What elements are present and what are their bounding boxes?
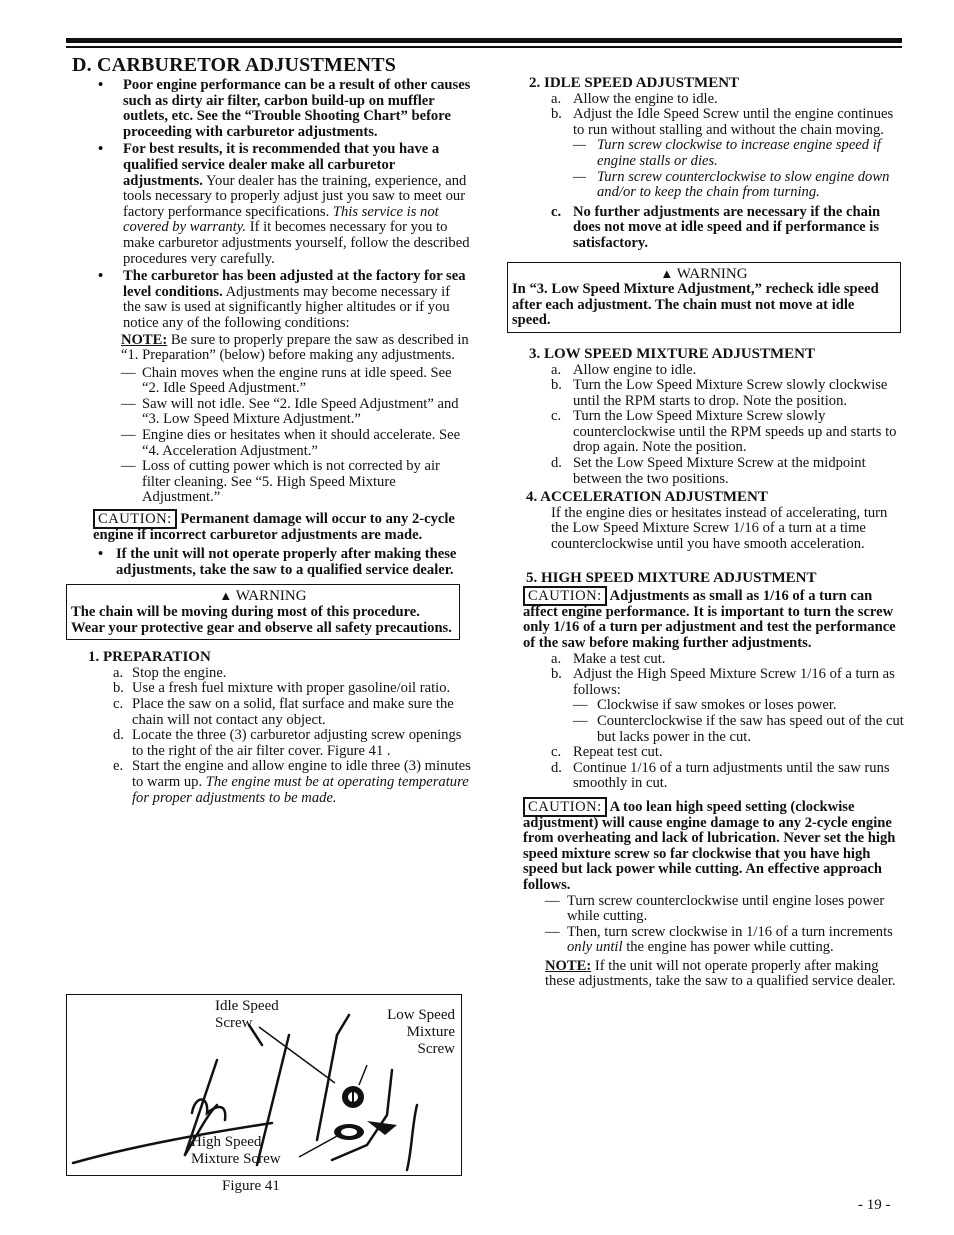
note-prepare <box>66 333 471 364</box>
item-text: Make a test cut. <box>573 650 666 667</box>
preparation-heading: 1. PREPARATION <box>88 649 211 666</box>
low-speed-heading: 3. LOW SPEED MIXTURE ADJUSTMENT <box>529 345 816 362</box>
saw-body-line <box>407 1105 417 1170</box>
figure-caption: Figure 41 <box>222 1178 280 1194</box>
saw-body-line <box>332 1070 392 1160</box>
saw-body-line <box>317 1035 337 1140</box>
item-key: e. <box>113 758 124 775</box>
item-text: Clockwise if saw smokes or loses power. <box>597 697 837 714</box>
bullet-icon: • <box>98 141 104 158</box>
item-text: Use a fresh fuel mixture with proper gasoline/oil ratio. <box>132 680 451 697</box>
bullet-icon: • <box>98 546 104 563</box>
idle-item <box>507 92 905 108</box>
high-item <box>507 761 905 792</box>
acceleration-heading: 4. ACCELERATION ADJUSTMENT <box>526 489 768 506</box>
item-text: Repeat test cut. <box>573 744 663 761</box>
bullet-text: Adjustments may become necessary if the saw is used at significantly higher altitudes or if you notice any of the following conditions: <box>123 283 451 331</box>
figure-41-diagram <box>66 994 462 1176</box>
bullet-icon: • <box>98 268 104 285</box>
item-text: No further adjustments are necessary if the chain does not move at idle speed and if performance is satisfactory. <box>573 203 881 251</box>
bullet-poor-performance <box>66 78 471 140</box>
high-speed-screw-icon <box>334 1121 397 1140</box>
item-text: Continue 1/16 of a turn adjustments until the saw runs smoothly in cut. <box>573 759 890 792</box>
warning-title-text: WARNING <box>235 588 307 605</box>
item-text: Stop the engine. <box>132 664 227 681</box>
condition-text: Loss of cutting power which is not corrected by air filter cleaning. See “5. High Speed Mixture Adjustment.” <box>142 458 440 506</box>
bullet-dealer-service <box>66 547 471 578</box>
caution-label: CAUTION: <box>523 797 607 817</box>
idle-speed-screw-label: Idle Speed Screw <box>215 998 279 1031</box>
prep-item <box>66 697 471 728</box>
idle-speed-heading: 2. IDLE SPEED ADJUSTMENT <box>529 75 740 91</box>
prep-item <box>66 759 471 806</box>
item-text: Allow the engine to idle. <box>573 90 718 107</box>
item-key: c. <box>113 695 124 712</box>
note-text: Be sure to properly prepare the saw as described in “1. Preparation” (below) before making any adjustments. <box>121 331 469 364</box>
idle-item <box>507 107 905 138</box>
high-dash-item: — Counterclockwise if the saw has speed out of the cut but lacks power in the cut. <box>573 712 904 745</box>
caution-permanent-damage <box>66 512 471 543</box>
caution-text: A too lean high speed setting (clockwise adjustment) will cause engine damage to any 2-cycle engine from overheating and lack of lubrication. Never set the high speed mixture screw so far clockwise that you have high speed but lack power while cutting. An effective approach follows. <box>523 798 896 893</box>
prep-item <box>66 666 471 682</box>
prep-item <box>66 681 471 697</box>
warning-title-text: WARNING <box>676 265 748 282</box>
condition-item: — Saw will not idle. See “2. Idle Speed Adjustment” and “3. Low Speed Mixture Adjustment.” <box>121 395 459 428</box>
item-text: Start the engine and allow engine to idle three (3) minutes to warm up. <box>132 758 471 790</box>
note-label: NOTE: <box>545 957 592 974</box>
low-leader-line <box>359 1065 367 1085</box>
caution-too-lean <box>507 800 905 894</box>
item-text: Allow engine to idle. <box>573 361 697 378</box>
note-qualified-dealer <box>507 959 905 990</box>
caution-label: CAUTION: <box>523 586 607 606</box>
item-text: Set the Low Speed Mixture Screw at the midpoint between the two positions. <box>573 455 866 487</box>
item-key: a. <box>113 664 124 681</box>
item-text: Counterclockwise if the saw has speed out of the cut but lacks power in the cut. <box>597 712 904 745</box>
item-text: Then, turn screw clockwise in 1/16 of a turn increments <box>567 923 893 940</box>
idle-item <box>507 205 905 252</box>
bullet-text: Your dealer has the training, experience, and tools necessary to properly adjust just you saw to meet our factory performance specifications. <box>123 172 467 220</box>
item-key: b. <box>551 377 562 394</box>
bullet-bold-text: The carburetor has been adjusted at the factory for sea level conditions. <box>123 268 466 300</box>
high-item <box>507 652 905 668</box>
note-label: NOTE: <box>121 331 168 348</box>
caution-text: Permanent damage will occur to any 2-cycle engine if incorrect carburetor adjustments are made. <box>93 511 455 543</box>
item-key: a. <box>551 361 562 378</box>
right-column <box>507 76 905 990</box>
warranty-note: This service is not covered by warranty. <box>123 203 439 236</box>
item-key: c. <box>551 744 562 761</box>
warning-text: The chain will be moving during most of this procedure. Wear your protective gear and observe all safety precautions. <box>71 604 452 636</box>
condition-item: — Loss of cutting power which is not corrected by air filter cleaning. See “5. High Speed Mixture Adjustment.” <box>121 458 440 506</box>
top-rule-thick <box>66 38 902 43</box>
item-key: d. <box>551 455 562 472</box>
item-italic-text: Turn screw counterclockwise to slow engine down and/or to keep the chain from turning. <box>597 168 890 201</box>
item-key: a. <box>551 90 562 107</box>
warning-title <box>71 588 455 605</box>
caution-adjustments-small <box>507 589 905 651</box>
item-italic-text: The engine must be at operating temperature for proper adjustments to be made. <box>132 773 469 806</box>
bullet-dealer <box>66 142 471 267</box>
note-text: If the unit will not operate properly after making these adjustments, take the saw to a qualified service dealer. <box>545 957 896 990</box>
item-italic-text: Turn screw clockwise to increase engine speed if engine stalls or dies. <box>597 137 881 169</box>
item-key: c. <box>551 203 562 220</box>
high-speed-heading: 5. HIGH SPEED MIXTURE ADJUSTMENT <box>526 569 817 586</box>
left-column <box>66 54 471 806</box>
page-number: - 19 - <box>858 1197 891 1213</box>
item-text: Turn screw counterclockwise until engine loses power while cutting. <box>567 892 885 925</box>
item-italic-text: only until <box>567 939 623 956</box>
item-text: Place the saw on a solid, flat surface and make sure the chain will not contact any object. <box>132 695 454 728</box>
approach-dash-item: — Turn screw counterclockwise until engine loses power while cutting. <box>545 892 885 925</box>
caution-label: CAUTION: <box>93 509 177 529</box>
warning-title <box>512 266 896 283</box>
warning-text: In “3. Low Speed Mixture Adjustment,” recheck idle speed after each adjustment. The chain must not move at idle speed. <box>512 281 879 329</box>
bullet-sea-level <box>66 269 471 331</box>
item-text: the engine has power while cutting. <box>622 939 834 956</box>
warning-box-chain-moving <box>66 584 460 640</box>
high-item <box>507 745 905 761</box>
high-speed-mixture-screw-label: High Speed Mixture Screw <box>191 1134 281 1167</box>
bullet-text: If the unit will not operate properly after making these adjustments, take the saw to a qualified service dealer. <box>116 546 457 578</box>
low-item <box>507 378 905 409</box>
section-title: D. CARBURETOR ADJUSTMENTS <box>72 54 397 76</box>
item-key: b. <box>551 666 562 683</box>
idle-dash-item: — Turn screw counterclockwise to slow engine down and/or to keep the chain from turning. <box>573 168 890 201</box>
bullet-bold-text: For best results, it is recommended that you have a qualified service dealer make all carburetor adjustments. <box>123 141 440 189</box>
warning-triangle-icon: ▲ <box>219 588 233 604</box>
item-text: Adjust the Idle Speed Screw until the engine continues to run without stalling and without the chain moving. <box>573 106 894 138</box>
item-text: Turn the Low Speed Mixture Screw slowly counterclockwise until the RPM speeds up and starts to drop again. Note the position. <box>573 408 897 456</box>
item-text: Locate the three (3) carburetor adjusting screw openings to the right of the air filter cover. Figure 41 . <box>132 727 462 759</box>
warning-triangle-icon: ▲ <box>660 265 674 281</box>
idle-dash-item: — Turn screw clockwise to increase engine speed if engine stalls or dies. <box>573 137 881 169</box>
low-item <box>507 409 905 456</box>
item-key: c. <box>551 408 562 425</box>
high-dash-item: — Clockwise if saw smokes or loses power. <box>573 697 837 714</box>
low-speed-mixture-screw-label: Low Speed Mixture Screw <box>387 1007 455 1057</box>
low-item <box>507 363 905 379</box>
warning-box-recheck-idle <box>507 262 901 333</box>
condition-item: — Chain moves when the engine runs at idle speed. See “2. Idle Speed Adjustment.” <box>121 364 452 397</box>
item-text: Turn the Low Speed Mixture Screw slowly clockwise until the RPM starts to drop. Note the position. <box>573 377 888 409</box>
bullet-text: Poor engine performance can be a result of other causes such as dirty air filter, carbon build-up on muffler outlets, etc. See the “Trouble Shooting Chart” before proceeding with carburetor adjustments. <box>123 77 471 140</box>
condition-text: Saw will not idle. See “2. Idle Speed Adjustment” and “3. Low Speed Mixture Adjustment.” <box>142 395 459 428</box>
saw-body-line <box>337 1015 349 1035</box>
condition-text: Chain moves when the engine runs at idle speed. See “2. Idle Speed Adjustment.” <box>142 364 452 397</box>
high-item <box>507 667 905 698</box>
item-key: b. <box>551 106 562 123</box>
idle-leader-line <box>259 1027 335 1083</box>
acceleration-text: If the engine dies or hesitates instead of accelerating, turn the Low Speed Mixture Screw 1/16 of a turn at a time counterclockwise until you have smooth acceleration. <box>551 504 888 553</box>
bullet-icon: • <box>98 77 104 93</box>
item-key: a. <box>551 650 562 667</box>
prep-item <box>66 728 471 759</box>
low-item <box>507 456 905 487</box>
low-speed-screw-icon <box>342 1086 364 1108</box>
caution-text: Adjustments as small as 1/16 of a turn can affect engine performance. It is important to turn the screw only 1/16 of a turn per adjustment and test the performance of the saw before making further adjustments. <box>523 588 896 651</box>
item-key: d. <box>551 759 562 776</box>
condition-item: — Engine dies or hesitates when it should accelerate. See “4. Acceleration Adjustment.” <box>121 427 461 459</box>
bullet-text: If it becomes necessary for you to make carburetor adjustments yourself, follow the described procedures very carefully. <box>123 219 470 267</box>
top-rule-thin <box>66 46 902 48</box>
item-key: d. <box>113 727 124 744</box>
high-leader-line <box>299 1135 339 1157</box>
item-text: Adjust the High Speed Mixture Screw 1/16 of a turn as follows: <box>573 666 895 698</box>
approach-dash-item: — Then, turn screw clockwise in 1/16 of a turn increments only until the engine has power while cutting. <box>545 923 893 956</box>
item-key: b. <box>113 680 124 697</box>
condition-text: Engine dies or hesitates when it should accelerate. See “4. Acceleration Adjustment.” <box>142 427 461 459</box>
